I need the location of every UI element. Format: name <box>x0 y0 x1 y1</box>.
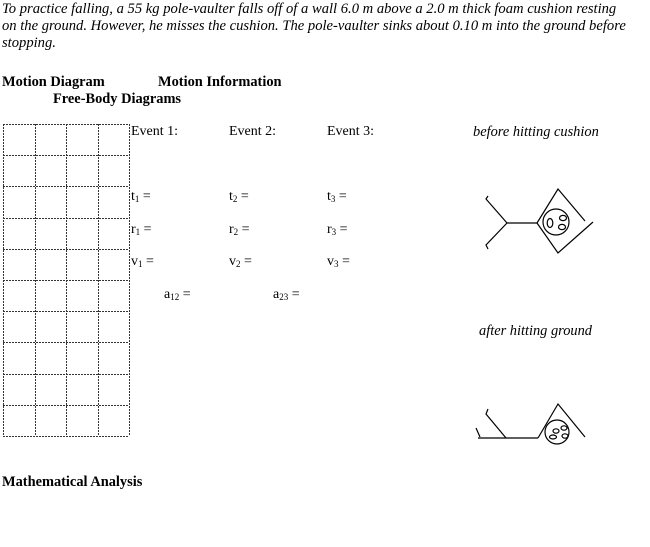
heading-free-body-diagrams: Free-Body Diagrams <box>53 91 182 107</box>
event-3-label: Event 3: <box>327 124 375 139</box>
event-3-position: $r_3$ = <box>327 222 348 237</box>
head <box>545 420 569 444</box>
event-1-label: Event 1: <box>131 124 179 139</box>
heading-mathematical-analysis: Mathematical Analysis <box>2 474 143 490</box>
event-1-position: $r_1$ = <box>131 222 152 237</box>
leg-small <box>476 428 480 437</box>
heading-motion-information: Motion Information <box>158 74 282 90</box>
heading-motion-diagram: Motion Diagram <box>2 74 105 90</box>
event-3-time: $t_3$ = <box>327 189 347 204</box>
event-2-velocity: $v_2$ = <box>229 254 252 269</box>
arms-upper <box>537 189 585 223</box>
eye-right-top <box>560 215 567 220</box>
arms <box>538 404 585 438</box>
arms-lower <box>537 222 593 253</box>
eye-1 <box>561 426 567 430</box>
event-1-velocity: $v_1$ = <box>131 254 154 269</box>
leg-raised <box>486 409 506 438</box>
acceleration-23: $a_{23}$ = <box>273 287 300 302</box>
event-2-time: $t_2$ = <box>229 189 249 204</box>
eye-left <box>547 219 553 228</box>
after-hitting-ground-label: after hitting ground <box>479 323 592 339</box>
upper-leg <box>486 196 507 223</box>
event-2-label: Event 2: <box>229 124 277 139</box>
problem-line-1: To practice falling, a 55 kg pole-vaulter falls off of a wall 6.0 m above a 2.0 m thick foam cushion resting <box>2 1 617 17</box>
event-3-velocity: $v_3$ = <box>327 254 350 269</box>
motion-diagram-grid <box>0 0 140 445</box>
acceleration-12: $a_{12}$ = <box>164 287 191 302</box>
head <box>543 209 569 235</box>
eye-4 <box>562 434 568 438</box>
event-2-position: $r_2$ = <box>229 222 250 237</box>
eye-3 <box>550 435 557 439</box>
eye-right-bottom <box>559 224 566 229</box>
before-hitting-cushion-label: before hitting cushion <box>473 124 599 140</box>
lower-leg <box>486 223 507 249</box>
problem-line-3: stopping. <box>2 35 56 51</box>
problem-line-2: on the ground. However, he misses the cushion. The pole-vaulter sinks about 0.10 m into the ground before <box>2 18 626 34</box>
event-1-time: $t_1$ = <box>131 189 151 204</box>
eye-2 <box>553 429 559 433</box>
